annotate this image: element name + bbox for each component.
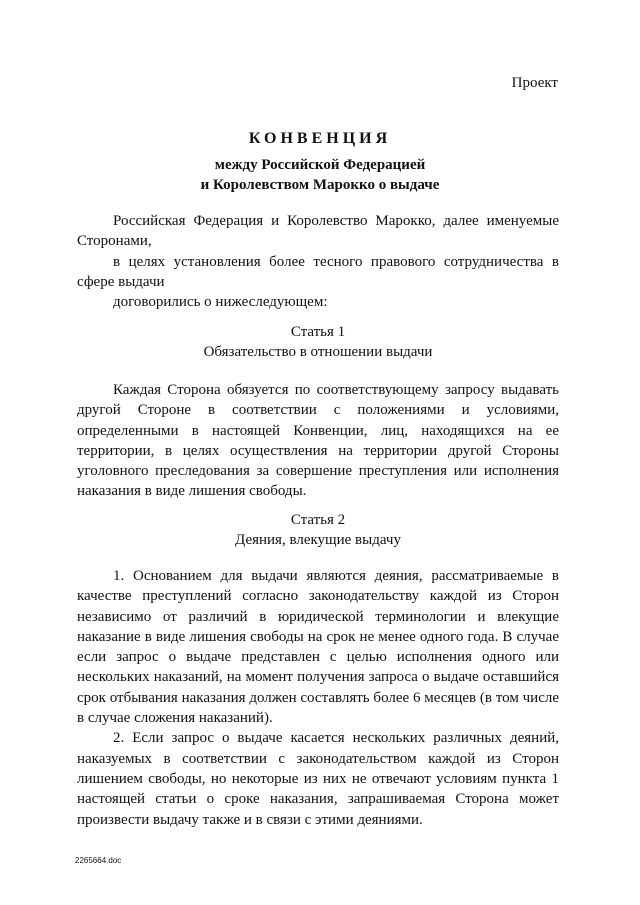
subtitle-line-2: и Королевством Марокко о выдаче <box>200 177 440 193</box>
article-2-number: Статья 2 <box>290 512 346 528</box>
subtitle-line-1: между Российской Федерацией <box>214 157 426 173</box>
preamble-paragraph: в целях установления более тесного правового сотрудничества в сфере выдачи <box>77 253 559 290</box>
article-1 <box>77 322 559 363</box>
preamble <box>77 211 559 312</box>
article-2-paragraph-2: 2. Если запрос о выдаче касается нескольких различных деяний, наказуемых в соответствии с законодательством каждой из Сторон лишением свободы, но некоторые из них не отвечают условиям пункта 1 настоящей статьи о сроке наказания, запрашиваемая Сторона может произвести выдачу также и в связи с этими деяниями. <box>77 730 559 828</box>
draft-label: Проект <box>511 75 558 91</box>
article-1-heading: Обязательство в отношении выдачи <box>203 344 433 361</box>
article-2-heading: Деяния, влекущие выдачу <box>235 532 401 549</box>
file-name-footer: 2265664.doc <box>75 856 122 865</box>
document-title: КОНВЕНЦИЯ <box>248 130 392 147</box>
article-2 <box>77 510 559 551</box>
article-1-text: Каждая Сторона обязуется по соответствующему запросу выдавать другой Стороне в соответствии с положениями и условиями, определенными в настоящей Конвенции, лиц, находящихся на ее территории, в целях осуществления на территории другой Стороны уголовного преследования за совершение преступления или исполнения наказания в виде лишения свободы. <box>77 382 559 500</box>
article-1-body <box>77 380 559 502</box>
preamble-paragraph: договорились о нижеследующем: <box>113 294 328 311</box>
preamble-paragraph: Российская Федерация и Королевство Марокко, далее именуемые Сторонами, <box>77 213 559 250</box>
article-1-number: Статья 1 <box>290 324 346 340</box>
article-2-body <box>77 566 559 830</box>
article-2-paragraph-1: 1. Основанием для выдачи являются деяния, рассматриваемые в качестве преступлений согласно законодательству каждой из Сторон независимо от различий в юридической терминологии и влекущие наказание в виде лишения свободы на срок не менее одного года. В случае если запрос о выдаче представлен с целью исполнения одного или нескольких наказаний, на момент получения запроса о выдаче оставшийся срок отбывания наказания должен составлять более 6 месяцев (в том числе в случае сложения наказаний). <box>77 568 559 727</box>
document-subtitle <box>0 155 640 195</box>
